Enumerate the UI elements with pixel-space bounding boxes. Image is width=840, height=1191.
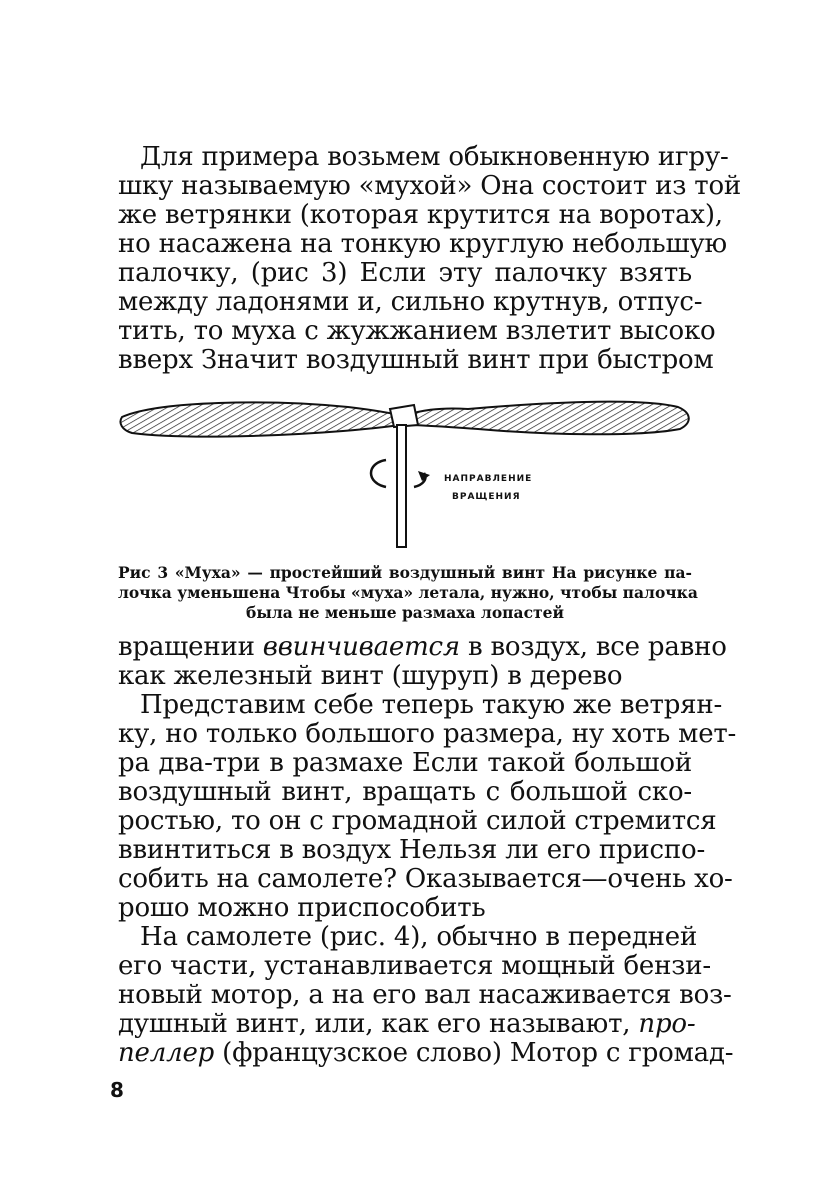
text-line: но насажена на тонкую круглую небольшую — [118, 229, 727, 259]
text-line: ку, но только большого размера, ну хоть мет- — [118, 719, 737, 749]
italic-term: пеллер — [118, 1038, 215, 1068]
text-span: душный винт, или, как его называют, — [118, 1009, 639, 1039]
text-line: же ветрянки (которая крутится на воротах), — [118, 200, 723, 230]
text-line: рошо можно приспособить — [118, 893, 486, 923]
text-line: палочку, (рис 3) Если эту палочку взять — [118, 258, 692, 288]
text-line — [118, 1038, 734, 1068]
text-line: ввинтиться в воздух Нельзя ли его приспо- — [118, 835, 706, 865]
left-blade — [120, 402, 400, 436]
text-line: между ладонями и, сильно крутнув, отпус- — [118, 287, 703, 317]
text-span: вращении — [118, 632, 263, 662]
text-span: в воздух, все равно — [459, 632, 727, 662]
caption-line: лочка уменьшена Чтобы «муха» летала, нужно, чтобы палочка — [118, 583, 698, 602]
text-span: (французское слово) Мотор с громад- — [214, 1038, 734, 1068]
italic-term: ввинчивается — [262, 632, 460, 662]
text-line: Для примера возьмем обыкновенную игру- — [140, 142, 729, 172]
italic-term: про- — [638, 1009, 696, 1039]
text-line — [118, 1009, 696, 1039]
rotation-label-1: НАПРАВЛЕНИЕ — [444, 474, 533, 484]
caption-line: была не меньше размаха лопастей — [246, 603, 564, 622]
text-line: собить на самолете? Оказывается—очень хо- — [118, 864, 733, 894]
text-line: его части, устанавливается мощный бензи- — [118, 951, 711, 981]
text-line: как железный винт (шуруп) в дерево — [118, 661, 623, 691]
text-line: новый мотор, а на его вал насаживается воз- — [118, 980, 732, 1010]
hub — [390, 405, 418, 427]
stick — [397, 425, 406, 547]
page-number: 8 — [110, 1078, 124, 1102]
text-line: вверх Значит воздушный винт при быстром — [118, 345, 714, 375]
text-line — [118, 632, 727, 662]
text-line: шку называемую «мухой» Она состоит из той — [118, 171, 742, 201]
text-line: Представим себе теперь такую же ветрян- — [140, 690, 723, 720]
text-line: воздушный винт, вращать с большой ско- — [118, 777, 692, 807]
right-blade — [408, 402, 689, 435]
text-line: ра два-три в размахе Если такой большой — [118, 748, 692, 778]
text-line: На самолете (рис. 4), обычно в передней — [140, 922, 698, 952]
text-line: ростью, то он с громадной силой стремится — [118, 806, 717, 836]
caption-line: Рис 3 «Муха» — простейший воздушный винт На рисунке па- — [118, 563, 692, 582]
propeller-figure — [118, 395, 692, 555]
text-line: тить, то муха с жужжанием взлетит высоко — [118, 316, 716, 346]
rotation-label-2: ВРАЩЕНИЯ — [452, 492, 521, 502]
